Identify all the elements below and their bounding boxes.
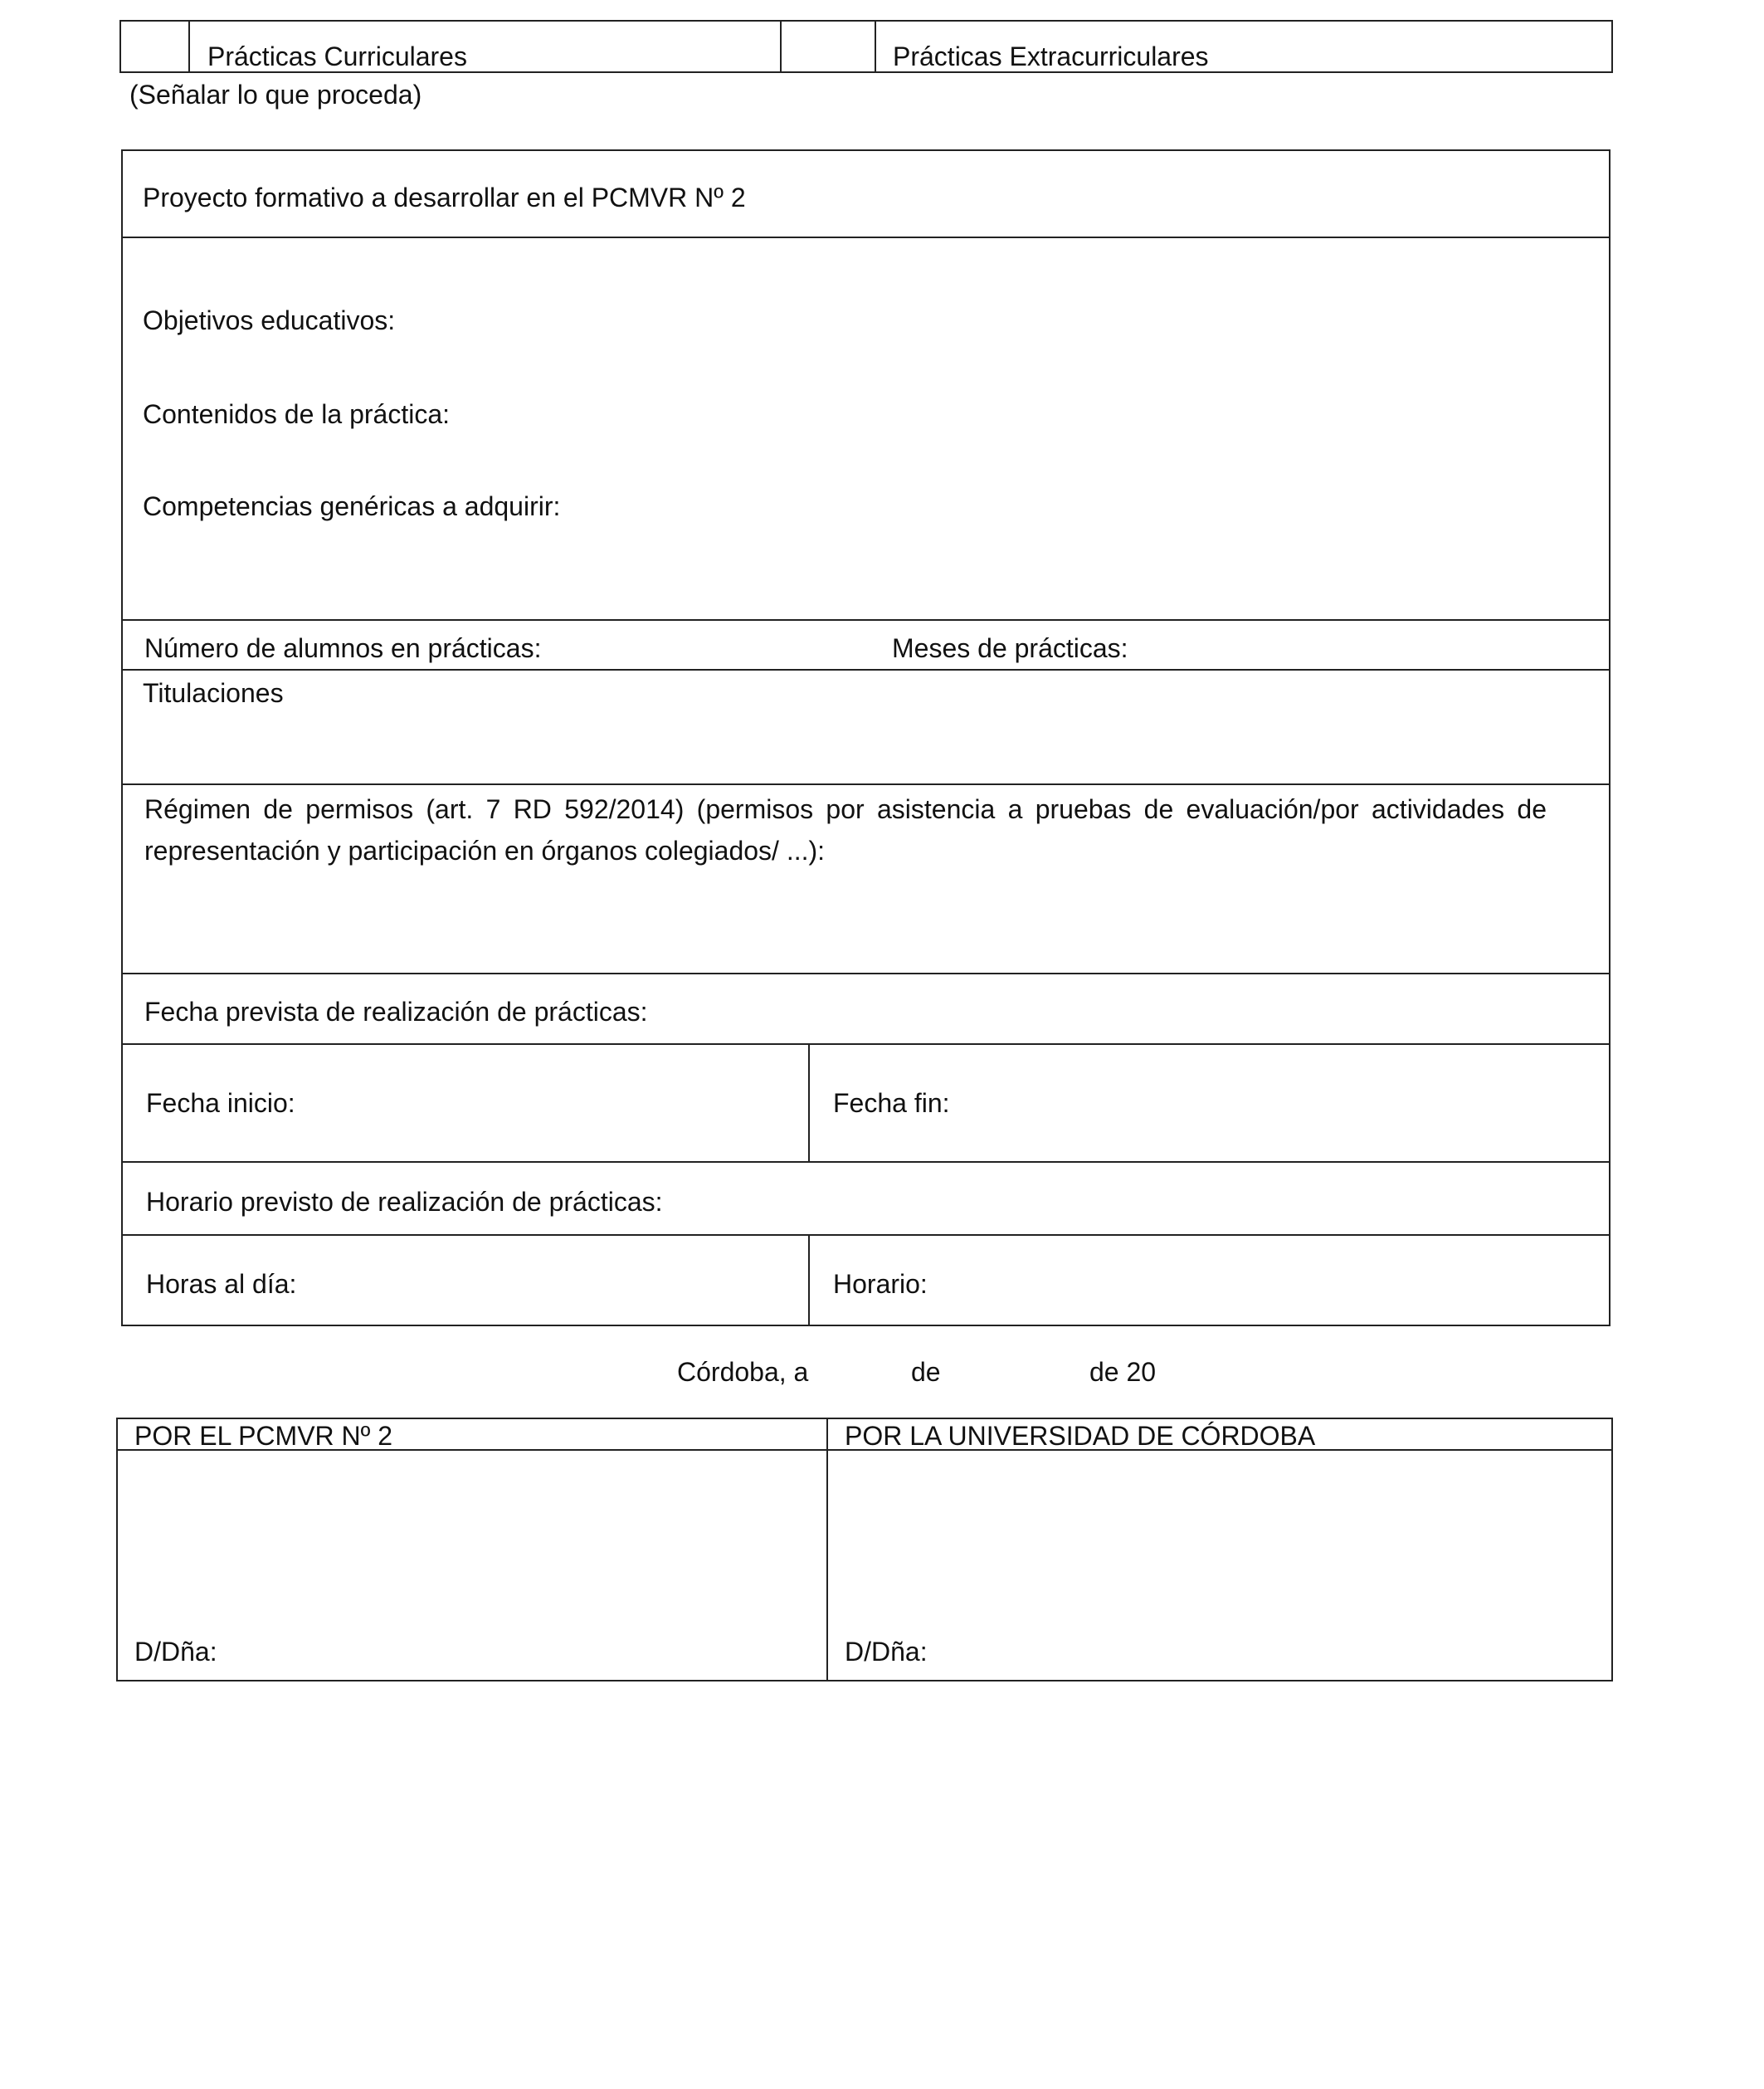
objectives-label: Objetivos educativos: [143, 305, 396, 335]
place-city: Córdoba, a [677, 1357, 809, 1387]
place-de-1: de [911, 1357, 941, 1387]
permits-label: Régimen de permisos (art. 7 RD 592/2014) (permisos por asistencia a pruebas de evaluación/por actividades de representación y participación en órganos colegiados/ ...): [144, 794, 1547, 866]
column-divider [826, 1418, 828, 1681]
row-divider [121, 1043, 1611, 1045]
divider [188, 20, 190, 73]
competences-label: Competencias genéricas a adquirir: [143, 491, 561, 521]
schedule-label: Horario: [833, 1269, 928, 1299]
practice-type-note: (Señalar lo que proceda) [129, 80, 422, 110]
end-date-label: Fecha fin: [833, 1088, 950, 1118]
right-signature-header: POR LA UNIVERSIDAD DE CÓRDOBA [845, 1421, 1316, 1451]
months-label: Meses de prácticas: [892, 633, 1128, 663]
planned-dates-label: Fecha prevista de realización de prácticas: [144, 997, 648, 1027]
curricular-label: Prácticas Curriculares [207, 41, 467, 71]
place-de-2: de 20 [1089, 1357, 1157, 1387]
row-divider [121, 237, 1611, 238]
start-date-label: Fecha inicio: [146, 1088, 295, 1118]
curricular-checkbox[interactable] [121, 22, 189, 71]
extracurricular-label: Prácticas Extracurriculares [893, 41, 1209, 71]
left-signature-header: POR EL PCMVR Nº 2 [134, 1421, 393, 1451]
hours-per-day-label: Horas al día: [146, 1269, 297, 1299]
project-title: Proyecto formativo a desarrollar en el PCMVR Nº 2 [143, 183, 746, 212]
column-divider [808, 1234, 810, 1326]
extracurricular-checkbox[interactable] [782, 22, 875, 71]
column-divider [808, 1043, 810, 1161]
row-divider [121, 973, 1611, 974]
planned-schedule-label: Horario previsto de realización de prácticas: [146, 1187, 663, 1217]
contents-label: Contenidos de la práctica: [143, 399, 450, 429]
row-divider [121, 619, 1611, 621]
right-name-label: D/Dña: [845, 1637, 928, 1667]
left-name-label: D/Dña: [134, 1637, 217, 1667]
degrees-label: Titulaciones [143, 678, 284, 708]
num-students-label: Número de alumnos en prácticas: [144, 633, 542, 663]
row-divider [121, 783, 1611, 785]
divider [875, 20, 876, 73]
row-divider [121, 669, 1611, 671]
row-divider [121, 1234, 1611, 1236]
row-divider [121, 1161, 1611, 1163]
